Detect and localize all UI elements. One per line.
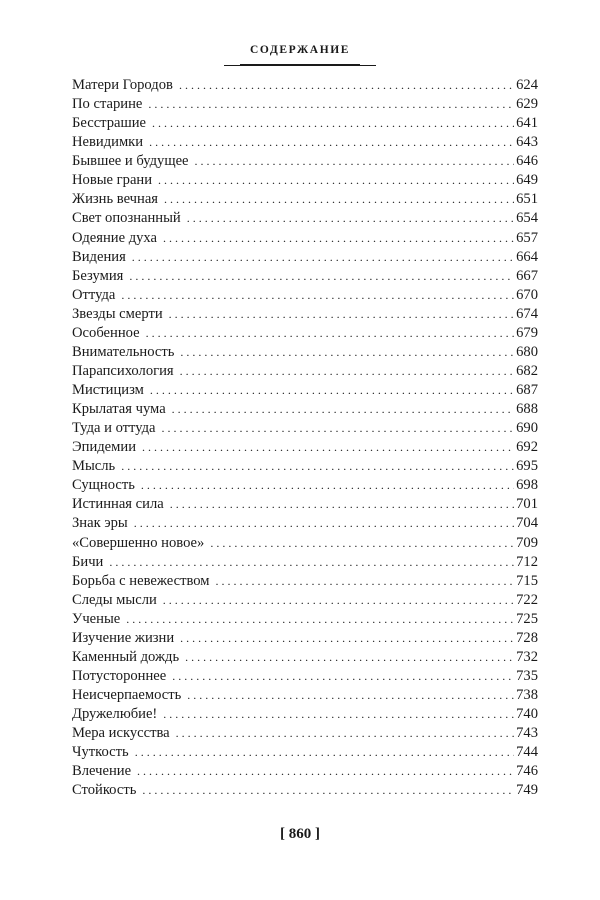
toc-entry-title: Крылатая чума — [72, 401, 166, 418]
toc-entry[interactable] — [72, 114, 538, 133]
toc-entry-page-number: 670 — [516, 286, 538, 303]
toc-entry-page-number: 664 — [516, 248, 538, 265]
toc-entry-title: Новые грани — [72, 172, 153, 189]
toc-entry-page-number: 695 — [516, 458, 538, 475]
toc-entry-title: Влечение — [72, 763, 132, 780]
dot-leader — [216, 572, 515, 591]
toc-entry[interactable] — [72, 171, 538, 190]
toc-entry-page-number: 732 — [516, 648, 538, 665]
dot-leader — [148, 95, 514, 114]
toc-entry-title: Истинная сила — [72, 496, 164, 513]
toc-entry[interactable] — [72, 495, 538, 514]
dot-leader — [146, 324, 515, 343]
toc-entry-title: Знак эры — [72, 515, 128, 532]
toc-entry[interactable] — [72, 534, 538, 553]
toc-entry[interactable] — [72, 209, 538, 228]
toc-entry-page-number: 698 — [516, 477, 538, 494]
dot-leader — [170, 495, 514, 514]
toc-entry[interactable] — [72, 648, 538, 667]
toc-entry[interactable] — [72, 762, 538, 781]
toc-entry-title: Чуткость — [72, 744, 129, 761]
toc-entry-title: Неисчерпаемость — [72, 687, 182, 703]
dot-leader — [142, 438, 514, 457]
toc-entry-page-number: 690 — [516, 420, 538, 437]
toc-entry-title: Мысль — [72, 458, 116, 475]
toc-entry[interactable] — [72, 781, 538, 800]
toc-entry-page-number: 709 — [516, 534, 538, 551]
toc-entry-page-number: 743 — [516, 725, 538, 742]
toc-entry[interactable] — [72, 553, 538, 572]
toc-entry-title: По старине — [72, 96, 143, 113]
toc-entry-title: Оттуда — [72, 286, 116, 303]
dot-leader — [150, 381, 514, 400]
dot-leader — [137, 762, 514, 781]
toc-entry[interactable] — [72, 476, 538, 495]
toc-entry-page-number: 629 — [516, 96, 538, 113]
toc-entry-title: Особенное — [72, 324, 140, 341]
toc-entry-title: Туда и оттуда — [72, 420, 156, 437]
toc-entry[interactable] — [72, 133, 538, 152]
toc-entry[interactable] — [72, 457, 538, 476]
toc-entry-page-number: 641 — [516, 115, 538, 132]
toc-entry[interactable] — [72, 76, 538, 95]
dot-leader — [149, 133, 514, 152]
toc-entry-page-number: 651 — [516, 191, 538, 208]
toc-entry[interactable] — [72, 724, 538, 743]
toc-entry-page-number: 646 — [516, 153, 538, 170]
toc-entry[interactable] — [72, 229, 538, 248]
toc-entry-title: Мера искусства — [72, 725, 170, 742]
toc-entry-page-number: 674 — [516, 305, 538, 322]
toc-entry[interactable] — [72, 400, 538, 419]
toc-entry[interactable] — [72, 362, 538, 381]
toc-entry-page-number: 692 — [516, 439, 538, 456]
toc-entry-title: Жизнь вечная — [72, 191, 159, 208]
page-header — [0, 40, 600, 58]
dot-leader — [158, 171, 514, 190]
toc-entry-title: Следы мысли — [72, 591, 157, 608]
toc-entry-page-number: 649 — [516, 172, 538, 189]
toc-entry-title: «Совершенно новое» — [72, 534, 205, 551]
toc-entry-page-number: 744 — [516, 744, 538, 761]
toc-entry-page-number: 643 — [516, 134, 538, 151]
toc-entry-page-number: 701 — [516, 496, 538, 513]
toc-entry[interactable] — [72, 324, 538, 343]
toc-entry[interactable] — [72, 705, 538, 724]
toc-entry[interactable] — [72, 381, 538, 400]
toc-entry[interactable] — [72, 95, 538, 114]
toc-entry[interactable] — [72, 248, 538, 267]
toc-entry[interactable] — [72, 305, 538, 324]
dot-leader — [176, 724, 514, 743]
toc-entry[interactable] — [72, 686, 538, 705]
dot-leader — [180, 629, 514, 648]
toc-entry-page-number: 712 — [516, 553, 538, 570]
dot-leader — [132, 248, 514, 267]
dot-leader — [135, 743, 514, 762]
toc-entry-title: Бичи — [72, 553, 104, 570]
toc-entry-page-number: 687 — [516, 382, 538, 398]
toc-entry[interactable] — [72, 610, 538, 629]
dot-leader — [180, 343, 514, 362]
toc-entry[interactable] — [72, 267, 538, 286]
toc-entry-title: Сущность — [72, 477, 135, 494]
toc-entry[interactable] — [72, 190, 538, 209]
toc-entry-page-number: 680 — [516, 343, 538, 360]
toc-entry-title: Звезды смерти — [72, 305, 163, 322]
toc-entry[interactable] — [72, 743, 538, 762]
toc-entry-title: Дружелюбие! — [72, 706, 158, 723]
dot-leader — [163, 705, 514, 724]
toc-entry-title: Стойкость — [72, 782, 137, 799]
dot-leader — [187, 209, 514, 228]
toc-entry-page-number: 738 — [516, 687, 538, 703]
toc-entry-page-number: 749 — [516, 782, 538, 799]
dot-leader — [134, 514, 514, 533]
toc-entry[interactable] — [72, 572, 538, 591]
table-of-contents — [72, 76, 538, 800]
toc-entry-title: Невидимки — [72, 134, 144, 151]
header-rule — [240, 64, 360, 66]
toc-entry-page-number: 725 — [516, 610, 538, 627]
toc-entry[interactable] — [72, 343, 538, 362]
toc-entry[interactable] — [72, 629, 538, 648]
toc-entry[interactable] — [72, 152, 538, 171]
toc-entry-title: Эпидемии — [72, 439, 137, 456]
toc-entry-page-number: 746 — [516, 763, 538, 780]
dot-leader — [187, 686, 514, 705]
toc-entry-title: Видения — [72, 248, 126, 265]
toc-entry[interactable] — [72, 514, 538, 533]
toc-entry-title: Мистицизм — [72, 382, 144, 398]
toc-entry-page-number: 657 — [516, 229, 538, 246]
toc-entry-page-number: 688 — [516, 401, 538, 418]
toc-entry-title: Безумия — [72, 267, 124, 284]
toc-entry-page-number: 704 — [516, 515, 538, 532]
dot-leader — [121, 286, 514, 305]
toc-entry-page-number: 735 — [516, 667, 538, 684]
toc-entry-title: Матери Городов — [72, 77, 173, 93]
dot-leader — [121, 457, 514, 476]
toc-entry-title: Свет опознанный — [72, 210, 181, 227]
dot-leader — [164, 190, 514, 209]
toc-entry-title: Парапсихология — [72, 362, 174, 379]
running-header-title: СОДЕРЖАНИЕ — [249, 44, 351, 56]
dot-leader — [163, 591, 514, 610]
dot-leader — [169, 305, 514, 324]
toc-entry[interactable] — [72, 591, 538, 610]
dot-leader — [195, 152, 515, 171]
dot-leader — [109, 553, 514, 572]
toc-entry-page-number: 740 — [516, 706, 538, 723]
dot-leader — [210, 534, 514, 553]
toc-entry-page-number: 715 — [516, 572, 538, 589]
toc-entry-page-number: 667 — [516, 267, 538, 284]
toc-entry[interactable] — [72, 419, 538, 438]
dot-leader — [179, 76, 514, 95]
toc-entry-title: Внимательность — [72, 343, 175, 360]
toc-entry-title: Каменный дождь — [72, 648, 180, 665]
page-number: [ 860 ] — [280, 826, 320, 842]
toc-entry-page-number: 679 — [516, 324, 538, 341]
dot-leader — [172, 400, 514, 419]
dot-leader — [163, 229, 514, 248]
dot-leader — [142, 781, 514, 800]
toc-entry-title: Ученые — [72, 610, 121, 627]
toc-entry-page-number: 682 — [516, 362, 538, 379]
dot-leader — [126, 610, 514, 629]
toc-entry-title: Одеяние духа — [72, 229, 158, 246]
dot-leader — [129, 267, 514, 286]
toc-entry-title: Изучение жизни — [72, 629, 175, 646]
toc-entry[interactable] — [72, 286, 538, 305]
dot-leader — [185, 648, 514, 667]
dot-leader — [180, 362, 514, 381]
toc-entry-title: Потустороннее — [72, 667, 167, 684]
dot-leader — [162, 419, 515, 438]
toc-entry-page-number: 654 — [516, 210, 538, 227]
dot-leader — [172, 667, 514, 686]
toc-entry-title: Бесстрашие — [72, 115, 147, 132]
toc-entry[interactable] — [72, 438, 538, 457]
dot-leader — [141, 476, 514, 495]
toc-entry-page-number: 722 — [516, 591, 538, 608]
dot-leader — [152, 114, 514, 133]
toc-entry[interactable] — [72, 667, 538, 686]
toc-entry-title: Бывшее и будущее — [72, 153, 189, 170]
toc-entry-page-number: 728 — [516, 629, 538, 646]
toc-entry-page-number: 624 — [516, 77, 538, 93]
toc-entry-title: Борьба с невежеством — [72, 572, 210, 589]
